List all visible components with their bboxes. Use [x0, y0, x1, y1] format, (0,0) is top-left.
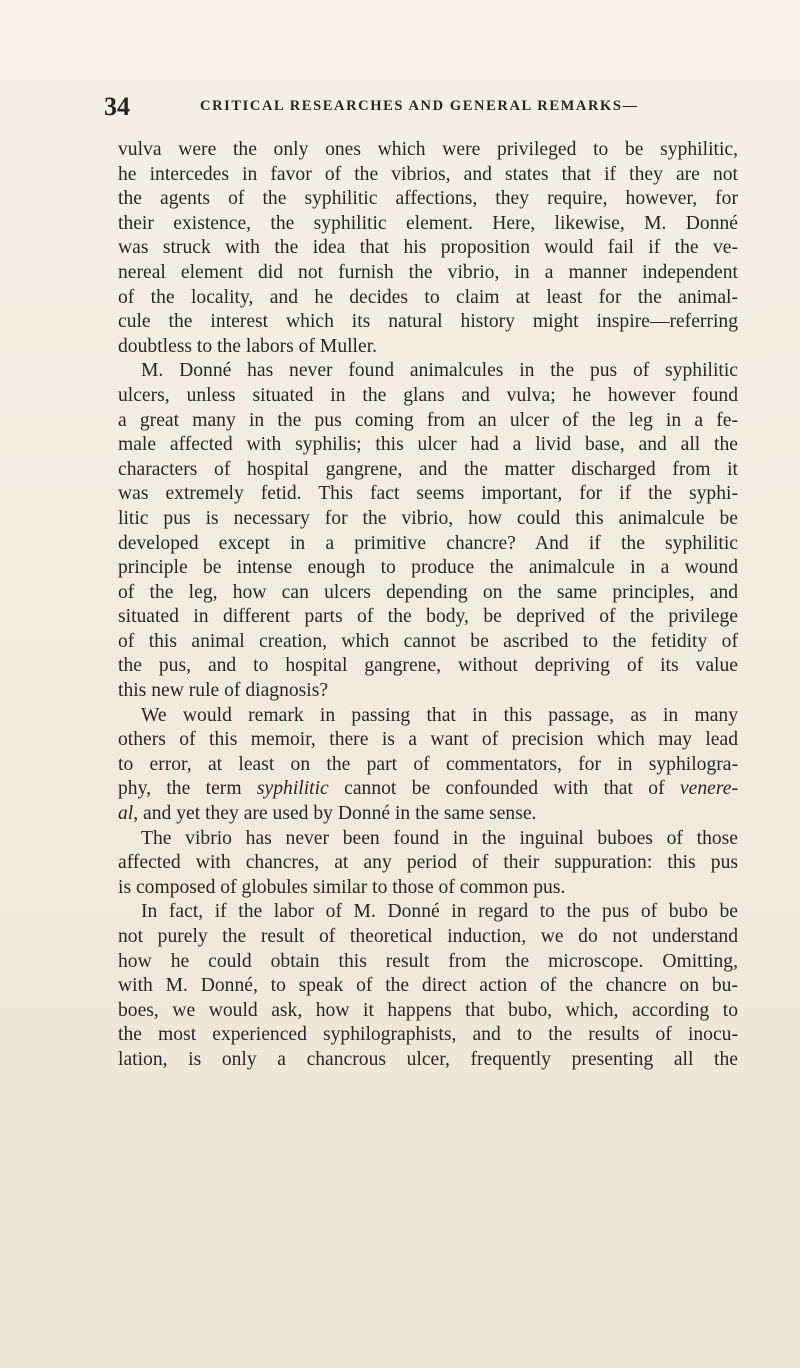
text-line: of this animal creation, which cannot be ascribed to the fetidity of	[118, 630, 738, 652]
text-line: not purely the result of theoretical induction, we do not understand	[118, 926, 738, 947]
text-line: situated in different parts of the body, be deprived of the privilege	[118, 606, 738, 628]
italic-term: syphilitic	[256, 778, 329, 800]
text-line: nereal element did not furnish the vibrio, in a manner independent	[118, 261, 738, 283]
text-line: to error, at least on the part of commentators, for in syphilogra-	[118, 753, 738, 775]
text-run: and yet they are used by Donné in the same sense.	[143, 803, 537, 825]
page-number: 34	[104, 92, 130, 121]
text-line: In fact, if the labor of M. Donné in regard to the pus of bubo be	[141, 901, 738, 923]
text-line: is composed of globules similar to those of common pus.	[118, 876, 566, 898]
text-line: the pus, and to hospital gangrene, without depriving of its value	[118, 655, 738, 677]
text-line: of the locality, and he decides to claim at least for the animal-	[118, 286, 738, 308]
text-line: he intercedes in favor of the vibrios, and states that if they are not	[118, 163, 738, 185]
text-line: The vibrio has never been found in the inguinal buboes of those	[141, 827, 738, 849]
text-line: a great many in the pus coming from an ulcer of the leg in a fe-	[118, 409, 738, 431]
italic-term: al,	[118, 803, 139, 825]
text-run: phy, the term	[118, 778, 242, 800]
text-line: the most experienced syphilographists, and to the results of inocu-	[118, 1024, 738, 1046]
text-line: ulcers, unless situated in the glans and vulva; he however found	[118, 384, 738, 406]
text-line: vulva were the only ones which were privileged to be syphilitic,	[118, 139, 738, 160]
text-line: characters of hospital gangrene, and the matter discharged from it	[118, 458, 738, 480]
text-line: M. Donné has never found animalcules in the pus of syphilitic	[141, 360, 738, 382]
text-line: litic pus is necessary for the vibrio, how could this animalcule be	[118, 507, 738, 529]
italic-term: venere-	[679, 778, 738, 800]
text-run: cannot be confounded with that of	[344, 778, 665, 800]
text-line: this new rule of diagnosis?	[118, 680, 329, 702]
text-line: lation, is only a chancrous ulcer, frequently presenting all the	[118, 1048, 738, 1070]
running-head-title: CRITICAL RESEARCHES AND GENERAL REMARKS—	[200, 98, 639, 114]
text-line: of the leg, how can ulcers depending on the same principles, and	[118, 581, 738, 603]
text-line: was struck with the idea that his proposition would fail if the ve-	[118, 237, 738, 259]
text-line: principle be intense enough to produce the animalcule in a wound	[118, 557, 738, 579]
text-line-mixed	[118, 777, 738, 802]
text-line: how he could obtain this result from the microscope. Omitting,	[118, 950, 738, 972]
text-line: We would remark in passing that in this passage, as in many	[141, 704, 738, 726]
text-line: with M. Donné, to speak of the direct action of the chancre on bu-	[118, 975, 738, 997]
text-line: developed except in a primitive chancre? And if the syphilitic	[118, 532, 738, 554]
text-line: their existence, the syphilitic element. Here, likewise, M. Donné	[118, 212, 738, 234]
text-line: doubtless to the labors of Muller.	[118, 335, 378, 357]
text-line: others of this memoir, there is a want of precision which may lead	[118, 729, 738, 751]
text-line: the agents of the syphilitic affections, they require, however, for	[118, 188, 738, 210]
text-line: male affected with syphilis; this ulcer had a livid base, and all the	[118, 434, 738, 456]
text-line: cule the interest which its natural history might inspire—referring	[118, 311, 738, 333]
text-line: was extremely fetid. This fact seems important, for if the syphi-	[118, 483, 738, 505]
text-line-mixed	[118, 802, 738, 827]
text-line: affected with chancres, at any period of their suppuration: this pus	[118, 852, 738, 874]
body-text	[118, 138, 738, 1073]
running-head	[104, 92, 704, 122]
text-line: boes, we would ask, how it happens that bubo, which, according to	[118, 999, 738, 1021]
